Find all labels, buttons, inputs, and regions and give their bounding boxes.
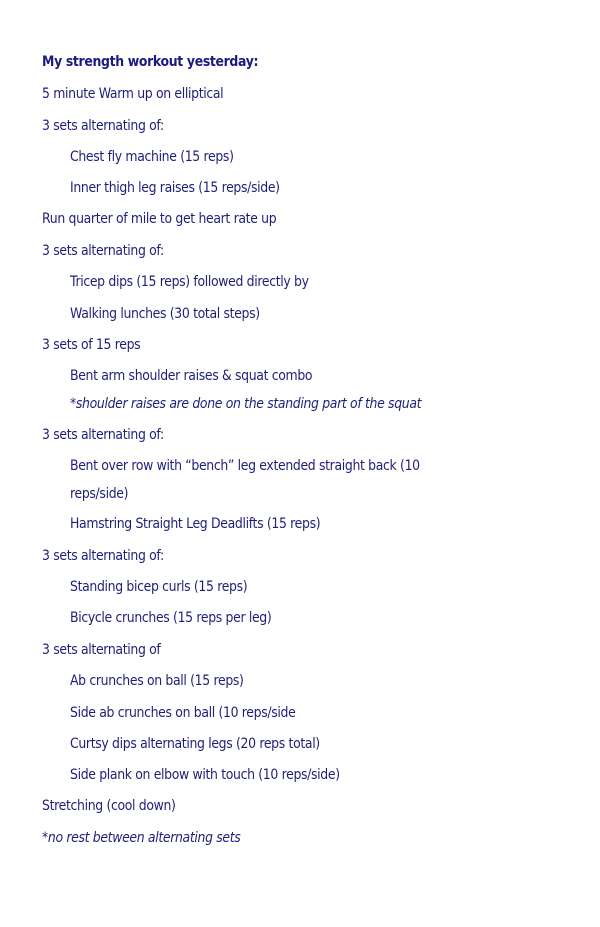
workout-line: 5 minute Warm up on elliptical <box>42 86 224 102</box>
workout-line: 3 sets alternating of: <box>42 118 164 134</box>
workout-line: Run quarter of mile to get heart rate up <box>42 211 277 227</box>
workout-line: 3 sets alternating of: <box>42 243 164 259</box>
workout-line: Stretching (cool down) <box>42 798 176 814</box>
exercise-line: Walking lunches (30 total steps) <box>70 306 260 322</box>
workout-line: 3 sets alternating of: <box>42 548 164 564</box>
exercise-line: Tricep dips (15 reps) followed directly by <box>70 274 309 290</box>
exercise-line-continuation: reps/side) <box>70 486 129 502</box>
exercise-note: *shoulder raises are done on the standing part of the squat <box>70 396 422 412</box>
exercise-line: Chest fly machine (15 reps) <box>70 149 234 165</box>
exercise-line: Standing bicep curls (15 reps) <box>70 579 248 595</box>
document-title: My strength workout yesterday: <box>42 54 259 70</box>
exercise-line: Curtsy dips alternating legs (20 reps total) <box>70 736 320 752</box>
exercise-line: Side ab crunches on ball (10 reps/side <box>70 705 296 721</box>
exercise-line: Inner thigh leg raises (15 reps/side) <box>70 180 280 196</box>
workout-line: 3 sets of 15 reps <box>42 337 141 353</box>
exercise-line: Hamstring Straight Leg Deadlifts (15 reps) <box>70 516 321 532</box>
exercise-line: Bicycle crunches (15 reps per leg) <box>70 610 272 626</box>
exercise-line: Side plank on elbow with touch (10 reps/side) <box>70 767 340 783</box>
exercise-line: Bent arm shoulder raises & squat combo <box>70 368 313 384</box>
workout-line: 3 sets alternating of <box>42 642 161 658</box>
workout-line: 3 sets alternating of: <box>42 427 164 443</box>
exercise-line: Bent over row with “bench” leg extended straight back (10 <box>70 458 420 474</box>
footer-note: *no rest between alternating sets <box>42 830 241 846</box>
exercise-line: Ab crunches on ball (15 reps) <box>70 673 244 689</box>
